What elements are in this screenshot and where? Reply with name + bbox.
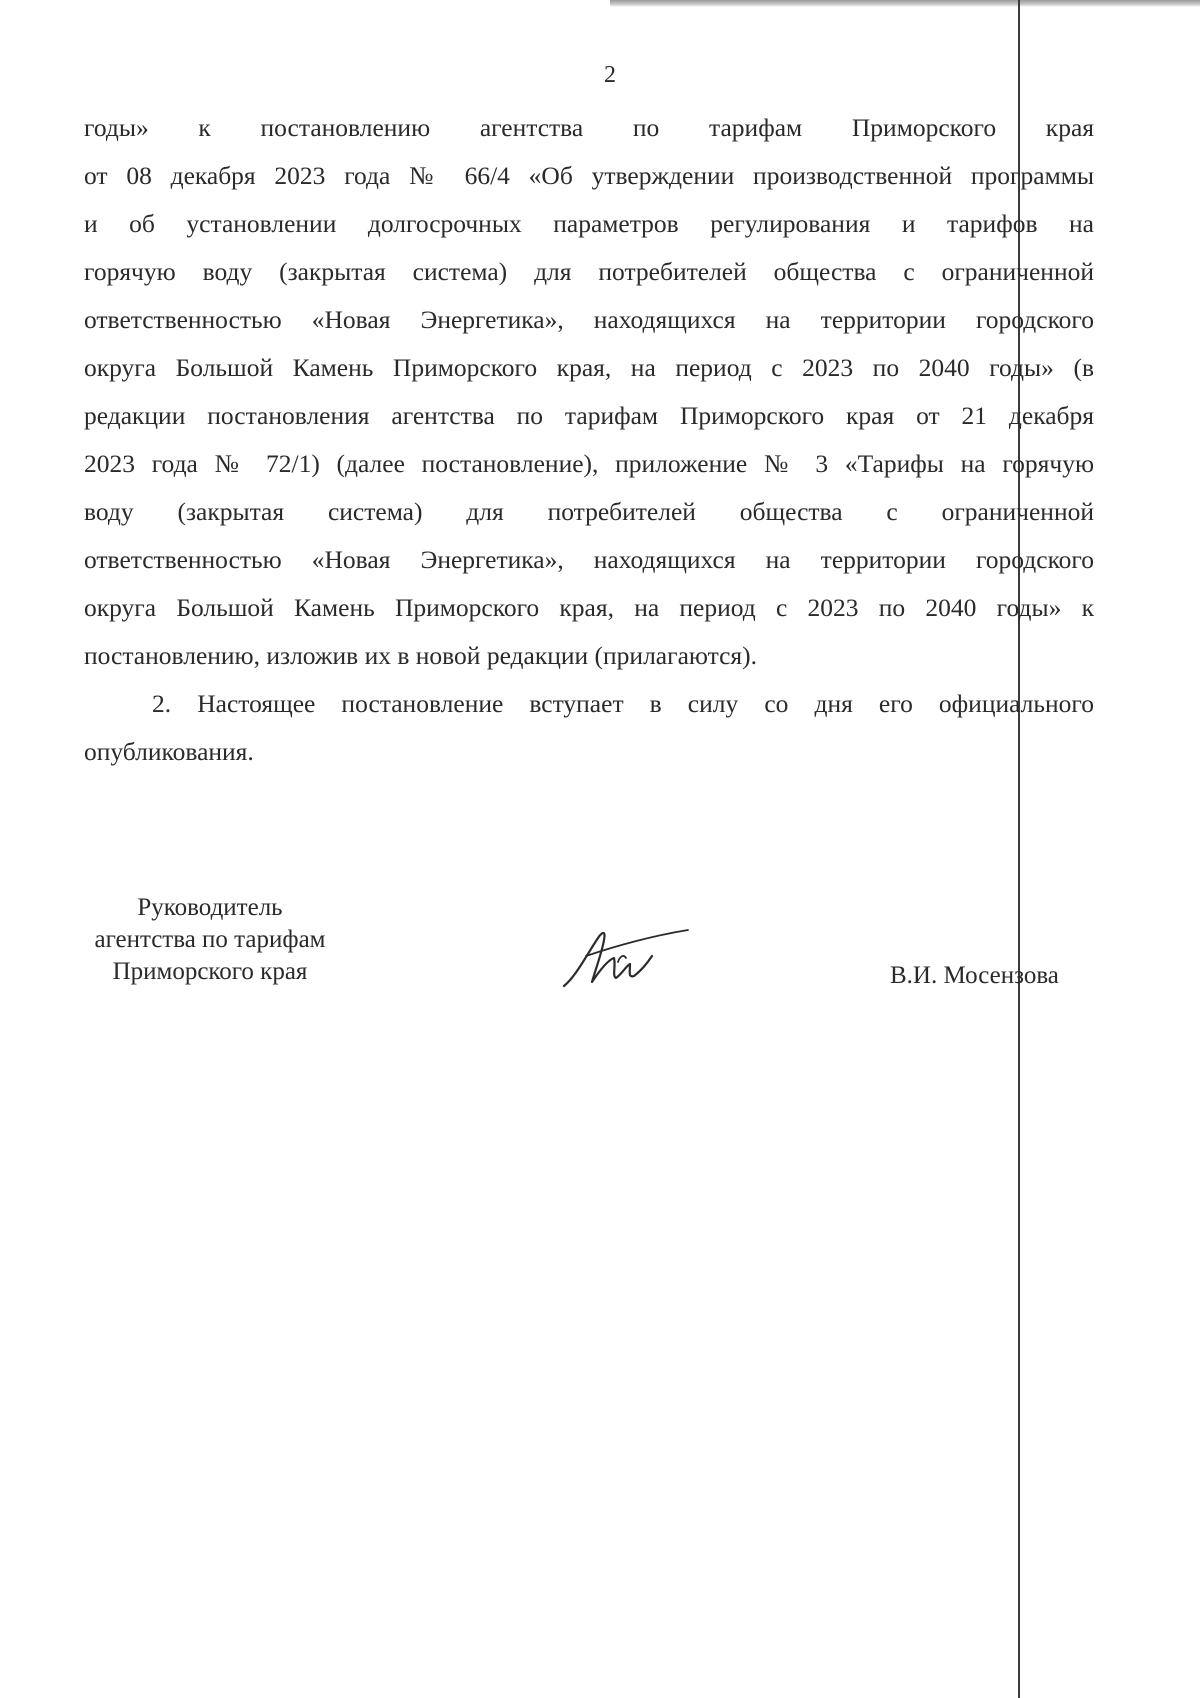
- body-line: воду (закрытая система) для потребителей общества с ограниченной: [84, 497, 1094, 526]
- body-line: 2023 года № 72/1) (далее постановление), приложение № 3 «Тарифы на горячую: [84, 449, 1094, 478]
- scan-edge-line-top: [610, 0, 1200, 7]
- body-line: горячую воду (закрытая система) для потребителей общества с ограниченной: [84, 257, 1094, 286]
- body-line: ответственностью «Новая Энергетика», находящихся на территории городского: [84, 545, 1094, 574]
- signatory-title-line: Руководитель: [137, 894, 283, 921]
- body-line: от 08 декабря 2023 года № 66/4 «Об утверждении производственной программы: [84, 161, 1094, 190]
- body-line: постановлению, изложив их в новой редакции (прилагаются).: [84, 641, 757, 670]
- paragraph-2-line: 2. Настоящее постановление вступает в силу со дня его официального: [152, 689, 1094, 718]
- signatory-name: В.И. Мосензова: [890, 962, 1059, 989]
- body-line: и об установлении долгосрочных параметров регулирования и тарифов на: [84, 209, 1094, 238]
- document-body: [84, 104, 1094, 776]
- signatory-title: [70, 892, 350, 988]
- body-line: округа Большой Камень Приморского края, на период с 2023 по 2040 годы» (в: [84, 353, 1094, 382]
- body-line: годы» к постановлению агентства по тарифам Приморского края: [84, 113, 1094, 142]
- page-number: 2: [604, 62, 616, 88]
- signatory-title-line: Приморского края: [112, 958, 308, 985]
- body-line: ответственностью «Новая Энергетика», находящихся на территории городского: [84, 305, 1094, 334]
- body-line: округа Большой Камень Приморского края, на период с 2023 по 2040 годы» к: [84, 593, 1094, 622]
- paragraph-2-line: опубликования.: [84, 737, 254, 766]
- signatory-title-line: агентства по тарифам: [94, 926, 326, 953]
- handwritten-signature-icon: [556, 916, 696, 1006]
- body-line: редакции постановления агентства по тарифам Приморского края от 21 декабря: [84, 401, 1094, 430]
